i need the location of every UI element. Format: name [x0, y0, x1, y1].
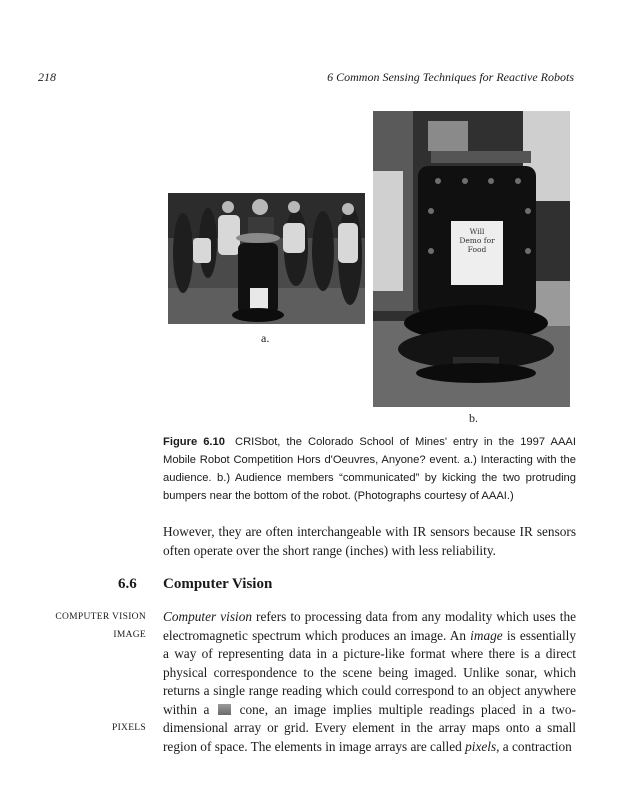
robot-sign-line: Demo for: [459, 236, 495, 245]
body-paragraph: [163, 608, 576, 756]
angle-symbol-icon: [218, 704, 231, 715]
term-image: image: [470, 627, 503, 643]
term-computer-vision: Computer vision: [163, 609, 252, 624]
figure-caption-text: CRISbot, the Colorado School of Mines' entry in the 1997 AAAI Mobile Robot Competition Hors d'Oeuvres, Anyone? event. a.) Interacting with the audience. b.) Audience members “communicated” by kicking the two protruding bumpers near the bottom of the robot. (Photographs courtesy of AAAI.): [163, 436, 576, 502]
page-number: 218: [38, 70, 56, 84]
subfigure-label-b: b.: [469, 411, 478, 425]
photo-b-robot-closeup: [373, 111, 570, 407]
paragraph-text: is essentially a way of representing data in a picture-like format where there is a direct physical correspondence to the scene being imaged. Unlike sonar, which returns a single range reading which could correspond to an object anywhere within a: [163, 627, 576, 717]
photo-a-crowd-with-robot: [168, 193, 365, 324]
margin-note-computer-vision: COMPUTER VISION: [55, 612, 146, 622]
subfigure-label-a: a.: [261, 331, 270, 345]
margin-note-pixels: PIXELS: [112, 723, 146, 733]
body-paragraph: However, they are often interchangeable with IR sensors because IR sensors often operate over the short range (inches) with less reliability.: [163, 524, 576, 558]
section-title: Computer Vision: [163, 576, 273, 592]
paragraph-text: cone, an image implies multiple readings placed in a two-dimensional array or grid. Every element in the array maps onto a small region of space. The elements in image arrays are called: [163, 701, 576, 754]
robot-sign-line: Food: [467, 245, 487, 254]
robot-sign: [453, 227, 501, 254]
paragraph-text: , a contraction: [496, 738, 572, 754]
section-number: 6.6: [118, 576, 137, 592]
figure-label: Figure 6.10: [163, 436, 225, 448]
robot-sign-line: Will: [469, 227, 485, 236]
margin-note-image: IMAGE: [113, 630, 146, 640]
figure-caption: [163, 433, 576, 505]
paragraph-text: refers to processing data from any modality which uses the electromagnetic spectrum which produces an image. An: [163, 609, 576, 643]
running-head: 6 Common Sensing Techniques for Reactive Robots: [327, 70, 574, 84]
term-pixels: pixels: [465, 738, 497, 754]
